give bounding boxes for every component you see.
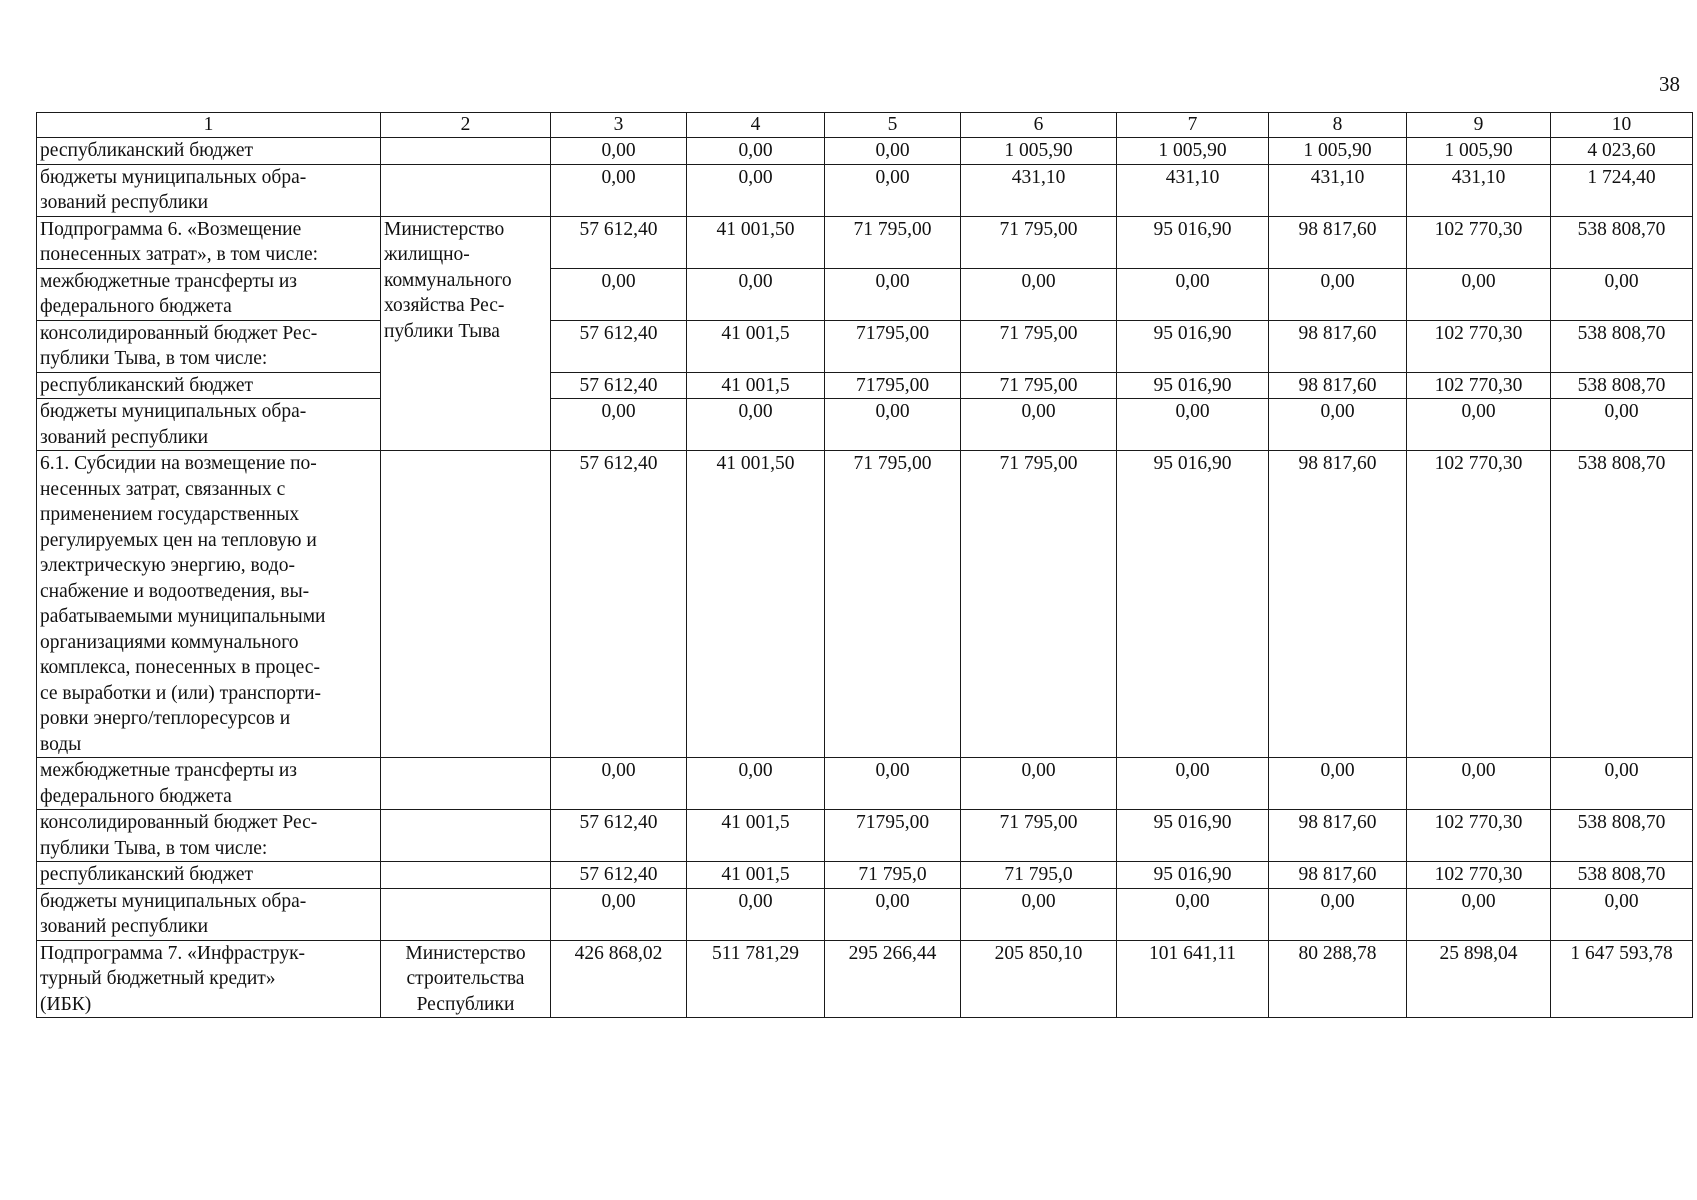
value-cell: 0,00 <box>825 138 961 165</box>
value-cell: 0,00 <box>1407 888 1551 940</box>
value-cell: 102 770,30 <box>1407 320 1551 372</box>
value-cell: 0,00 <box>687 758 825 810</box>
value-cell: 0,00 <box>1269 758 1407 810</box>
value-cell: 101 641,11 <box>1117 940 1269 1018</box>
value-cell: 71 795,00 <box>961 320 1117 372</box>
value-cell: 102 770,30 <box>1407 451 1551 758</box>
value-cell: 0,00 <box>825 164 961 216</box>
value-cell: 98 817,60 <box>1269 320 1407 372</box>
value-cell: 0,00 <box>1551 758 1693 810</box>
value-cell: 41 001,5 <box>687 862 825 889</box>
value-cell: 538 808,70 <box>1551 451 1693 758</box>
value-cell: 538 808,70 <box>1551 810 1693 862</box>
row-executor <box>381 810 551 862</box>
column-header: 8 <box>1269 113 1407 138</box>
value-cell: 0,00 <box>1269 268 1407 320</box>
row-name: межбюджетные трансферты из федерального бюджета <box>37 268 381 320</box>
row-name: консолидированный бюджет Рес- публики Тыва, в том числе: <box>37 810 381 862</box>
value-cell: 98 817,60 <box>1269 810 1407 862</box>
column-header: 6 <box>961 113 1117 138</box>
value-cell: 4 023,60 <box>1551 138 1693 165</box>
value-cell: 0,00 <box>1551 268 1693 320</box>
value-cell: 0,00 <box>1269 399 1407 451</box>
value-cell: 431,10 <box>961 164 1117 216</box>
value-cell: 0,00 <box>961 888 1117 940</box>
column-header: 3 <box>551 113 687 138</box>
value-cell: 0,00 <box>551 138 687 165</box>
value-cell: 0,00 <box>1551 399 1693 451</box>
row-executor <box>381 164 551 216</box>
budget-table <box>36 112 1693 1018</box>
value-cell: 41 001,5 <box>687 810 825 862</box>
value-cell: 0,00 <box>1117 268 1269 320</box>
value-cell: 0,00 <box>1117 399 1269 451</box>
row-name: межбюджетные трансферты из федерального бюджета <box>37 758 381 810</box>
value-cell: 71 795,0 <box>961 862 1117 889</box>
value-cell: 0,00 <box>1407 268 1551 320</box>
page-number: 38 <box>1659 72 1680 96</box>
value-cell: 1 005,90 <box>1269 138 1407 165</box>
value-cell: 57 612,40 <box>551 862 687 889</box>
value-cell: 1 005,90 <box>961 138 1117 165</box>
value-cell: 98 817,60 <box>1269 451 1407 758</box>
value-cell: 41 001,5 <box>687 320 825 372</box>
value-cell: 0,00 <box>551 758 687 810</box>
value-cell: 0,00 <box>825 399 961 451</box>
value-cell: 71795,00 <box>825 372 961 399</box>
value-cell: 57 612,40 <box>551 216 687 268</box>
value-cell: 0,00 <box>961 399 1117 451</box>
row-name: республиканский бюджет <box>37 372 381 399</box>
value-cell: 95 016,90 <box>1117 862 1269 889</box>
value-cell: 57 612,40 <box>551 372 687 399</box>
value-cell: 0,00 <box>1407 758 1551 810</box>
table-row <box>37 216 1693 268</box>
value-cell: 71 795,00 <box>961 216 1117 268</box>
value-cell: 1 647 593,78 <box>1551 940 1693 1018</box>
table-row <box>37 940 1693 1018</box>
value-cell: 57 612,40 <box>551 810 687 862</box>
value-cell: 95 016,90 <box>1117 372 1269 399</box>
value-cell: 0,00 <box>687 399 825 451</box>
value-cell: 431,10 <box>1269 164 1407 216</box>
value-cell: 95 016,90 <box>1117 216 1269 268</box>
value-cell: 102 770,30 <box>1407 216 1551 268</box>
value-cell: 0,00 <box>687 268 825 320</box>
value-cell: 41 001,50 <box>687 216 825 268</box>
value-cell: 71 795,00 <box>961 372 1117 399</box>
value-cell: 80 288,78 <box>1269 940 1407 1018</box>
table-row <box>37 268 1693 320</box>
value-cell: 0,00 <box>825 758 961 810</box>
value-cell: 1 005,90 <box>1407 138 1551 165</box>
column-header: 10 <box>1551 113 1693 138</box>
value-cell: 0,00 <box>1407 399 1551 451</box>
row-name: Подпрограмма 7. «Инфраструк- турный бюджетный кредит» (ИБК) <box>37 940 381 1018</box>
value-cell: 95 016,90 <box>1117 810 1269 862</box>
value-cell: 431,10 <box>1407 164 1551 216</box>
row-name: республиканский бюджет <box>37 138 381 165</box>
value-cell: 538 808,70 <box>1551 862 1693 889</box>
row-executor <box>381 138 551 165</box>
column-header: 7 <box>1117 113 1269 138</box>
value-cell: 0,00 <box>1117 758 1269 810</box>
value-cell: 25 898,04 <box>1407 940 1551 1018</box>
value-cell: 0,00 <box>1269 888 1407 940</box>
column-header: 4 <box>687 113 825 138</box>
column-header: 9 <box>1407 113 1551 138</box>
row-executor: Министерство строительства Республики <box>381 940 551 1018</box>
value-cell: 538 808,70 <box>1551 372 1693 399</box>
value-cell: 426 868,02 <box>551 940 687 1018</box>
value-cell: 98 817,60 <box>1269 216 1407 268</box>
value-cell: 0,00 <box>551 399 687 451</box>
value-cell: 95 016,90 <box>1117 320 1269 372</box>
value-cell: 0,00 <box>1117 888 1269 940</box>
table-row <box>37 888 1693 940</box>
value-cell: 0,00 <box>551 888 687 940</box>
row-name: Подпрограмма 6. «Возмещение понесенных затрат», в том числе: <box>37 216 381 268</box>
value-cell: 0,00 <box>961 758 1117 810</box>
value-cell: 0,00 <box>687 164 825 216</box>
table-row <box>37 451 1693 758</box>
table-row <box>37 372 1693 399</box>
value-cell: 71 795,00 <box>825 451 961 758</box>
table-row <box>37 320 1693 372</box>
value-cell: 0,00 <box>1551 888 1693 940</box>
row-executor <box>381 862 551 889</box>
value-cell: 431,10 <box>1117 164 1269 216</box>
row-executor: Министерство жилищно- коммунального хозяйства Рес- публики Тыва <box>381 216 551 451</box>
row-name: бюджеты муниципальных обра- зований республики <box>37 888 381 940</box>
value-cell: 102 770,30 <box>1407 862 1551 889</box>
value-cell: 0,00 <box>825 888 961 940</box>
value-cell: 95 016,90 <box>1117 451 1269 758</box>
table-row <box>37 862 1693 889</box>
value-cell: 71 795,00 <box>961 451 1117 758</box>
value-cell: 41 001,50 <box>687 451 825 758</box>
value-cell: 0,00 <box>551 268 687 320</box>
value-cell: 71 795,0 <box>825 862 961 889</box>
value-cell: 0,00 <box>687 888 825 940</box>
row-executor <box>381 758 551 810</box>
row-name: 6.1. Субсидии на возмещение по- несенных затрат, связанных с применением государственных регулируемых цен на тепловую и электрическую энергию, водо- снабжение и водоотведения, вы- рабатываемыми муниципальными организациями коммунального комплекса, понесенных в процес- се выработки и (или) транспорти- ровки энерго/теплоресурсов и воды <box>37 451 381 758</box>
value-cell: 57 612,40 <box>551 451 687 758</box>
value-cell: 538 808,70 <box>1551 320 1693 372</box>
row-name: республиканский бюджет <box>37 862 381 889</box>
value-cell: 98 817,60 <box>1269 372 1407 399</box>
row-name: бюджеты муниципальных обра- зований республики <box>37 399 381 451</box>
column-header: 2 <box>381 113 551 138</box>
value-cell: 57 612,40 <box>551 320 687 372</box>
value-cell: 0,00 <box>825 268 961 320</box>
value-cell: 102 770,30 <box>1407 810 1551 862</box>
value-cell: 41 001,5 <box>687 372 825 399</box>
row-executor <box>381 451 551 758</box>
value-cell: 205 850,10 <box>961 940 1117 1018</box>
value-cell: 71795,00 <box>825 810 961 862</box>
row-name: консолидированный бюджет Рес- публики Тыва, в том числе: <box>37 320 381 372</box>
value-cell: 1 005,90 <box>1117 138 1269 165</box>
column-header: 5 <box>825 113 961 138</box>
value-cell: 98 817,60 <box>1269 862 1407 889</box>
column-header: 1 <box>37 113 381 138</box>
value-cell: 0,00 <box>961 268 1117 320</box>
value-cell: 0,00 <box>551 164 687 216</box>
table-row <box>37 138 1693 165</box>
value-cell: 0,00 <box>687 138 825 165</box>
value-cell: 71 795,00 <box>825 216 961 268</box>
value-cell: 538 808,70 <box>1551 216 1693 268</box>
table-row <box>37 164 1693 216</box>
value-cell: 295 266,44 <box>825 940 961 1018</box>
column-number-row <box>37 113 1693 138</box>
value-cell: 511 781,29 <box>687 940 825 1018</box>
value-cell: 1 724,40 <box>1551 164 1693 216</box>
table-row <box>37 810 1693 862</box>
value-cell: 102 770,30 <box>1407 372 1551 399</box>
table-row <box>37 758 1693 810</box>
value-cell: 71795,00 <box>825 320 961 372</box>
row-executor <box>381 888 551 940</box>
table-row <box>37 399 1693 451</box>
value-cell: 71 795,00 <box>961 810 1117 862</box>
row-name: бюджеты муниципальных обра- зований республики <box>37 164 381 216</box>
